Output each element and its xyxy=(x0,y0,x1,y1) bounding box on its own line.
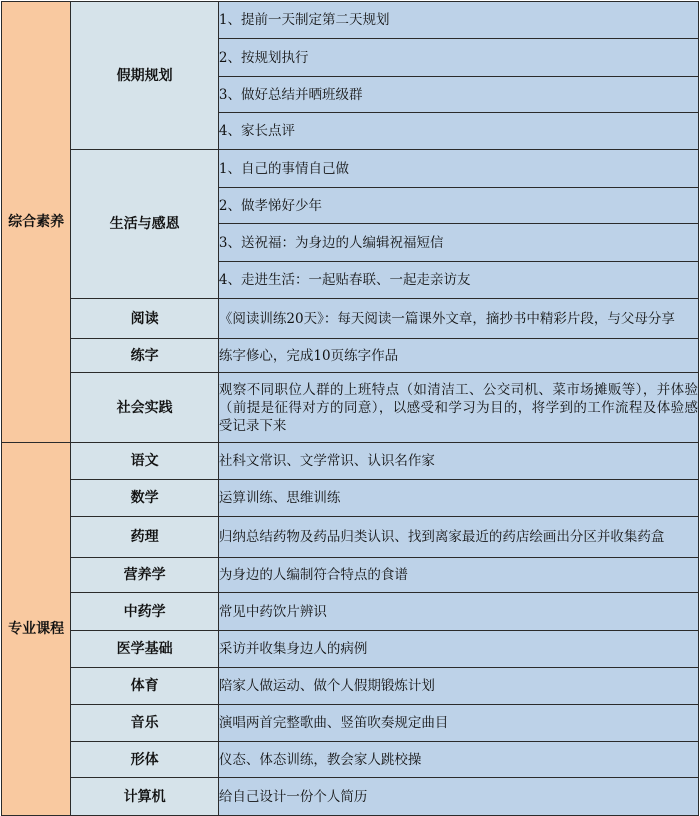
subject-music: 音乐 xyxy=(71,705,219,742)
category-comprehensive-literacy: 综合素养 xyxy=(2,2,71,443)
subject-computer: 计算机 xyxy=(71,778,219,816)
table-row xyxy=(2,705,699,742)
subject-holiday-planning: 假期规划 xyxy=(71,2,219,150)
subject-math: 数学 xyxy=(71,480,219,517)
table-row xyxy=(2,593,699,631)
holiday-plan-table xyxy=(1,1,699,816)
table-row xyxy=(2,480,699,517)
detail-cell: 1、提前一天制定第二天规划 xyxy=(218,2,698,39)
table-row xyxy=(2,443,699,480)
subject-pharmacology: 药理 xyxy=(71,517,219,558)
detail-cell: 运算训练、思维训练 xyxy=(218,480,698,517)
detail-cell: 4、家长点评 xyxy=(218,113,698,150)
detail-cell: 3、做好总结并晒班级群 xyxy=(218,77,698,113)
subject-chinese-medicine: 中药学 xyxy=(71,593,219,631)
detail-cell: 2、做孝悌好少年 xyxy=(218,188,698,224)
detail-cell: 4、走进生活：一起贴春联、一起走亲访友 xyxy=(218,262,698,299)
detail-cell: 仪态、体态训练，教会家人跳校操 xyxy=(218,742,698,778)
detail-cell: 演唱两首完整歌曲、竖笛吹奏规定曲目 xyxy=(218,705,698,742)
subject-calligraphy: 练字 xyxy=(71,339,219,373)
table-row xyxy=(2,299,699,339)
detail-cell: 《阅读训练20天》：每天阅读一篇课外文章，摘抄书中精彩片段，与父母分享 xyxy=(218,299,698,339)
subject-chinese: 语文 xyxy=(71,443,219,480)
detail-cell: 常见中药饮片辨识 xyxy=(218,593,698,631)
detail-cell: 社科文常识、文学常识、认识名作家 xyxy=(218,443,698,480)
table-row xyxy=(2,373,699,443)
table-row xyxy=(2,631,699,668)
detail-cell: 3、送祝福：为身边的人编辑祝福短信 xyxy=(218,224,698,262)
table-row xyxy=(2,517,699,558)
detail-cell: 1、自己的事情自己做 xyxy=(218,150,698,188)
detail-cell: 归纳总结药物及药品归类认识、找到离家最近的药店绘画出分区并收集药盒 xyxy=(218,517,698,558)
table-row xyxy=(2,150,699,188)
table-row xyxy=(2,339,699,373)
detail-cell: 练字修心，完成10页练字作品 xyxy=(218,339,698,373)
detail-cell: 观察不同职位人群的上班特点（如清洁工、公交司机、菜市场摊贩等），并体验（前提是征得对方的同意），以感受和学习为目的，将学到的工作流程及体验感受记录下来 xyxy=(218,373,698,443)
table-row xyxy=(2,778,699,816)
subject-social-practice: 社会实践 xyxy=(71,373,219,443)
subject-nutrition: 营养学 xyxy=(71,558,219,593)
table-row xyxy=(2,668,699,705)
detail-cell: 为身边的人编制符合特点的食谱 xyxy=(218,558,698,593)
subject-pe: 体育 xyxy=(71,668,219,705)
table-row xyxy=(2,2,699,39)
subject-medical-basics: 医学基础 xyxy=(71,631,219,668)
subject-physique: 形体 xyxy=(71,742,219,778)
subject-reading: 阅读 xyxy=(71,299,219,339)
table-row xyxy=(2,742,699,778)
subject-life-and-gratitude: 生活与感恩 xyxy=(71,150,219,299)
table-row xyxy=(2,558,699,593)
detail-cell: 陪家人做运动、做个人假期锻炼计划 xyxy=(218,668,698,705)
detail-cell: 给自己设计一份个人简历 xyxy=(218,778,698,816)
detail-cell: 2、按规划执行 xyxy=(218,39,698,77)
category-professional-courses: 专业课程 xyxy=(2,443,71,816)
detail-cell: 采访并收集身边人的病例 xyxy=(218,631,698,668)
